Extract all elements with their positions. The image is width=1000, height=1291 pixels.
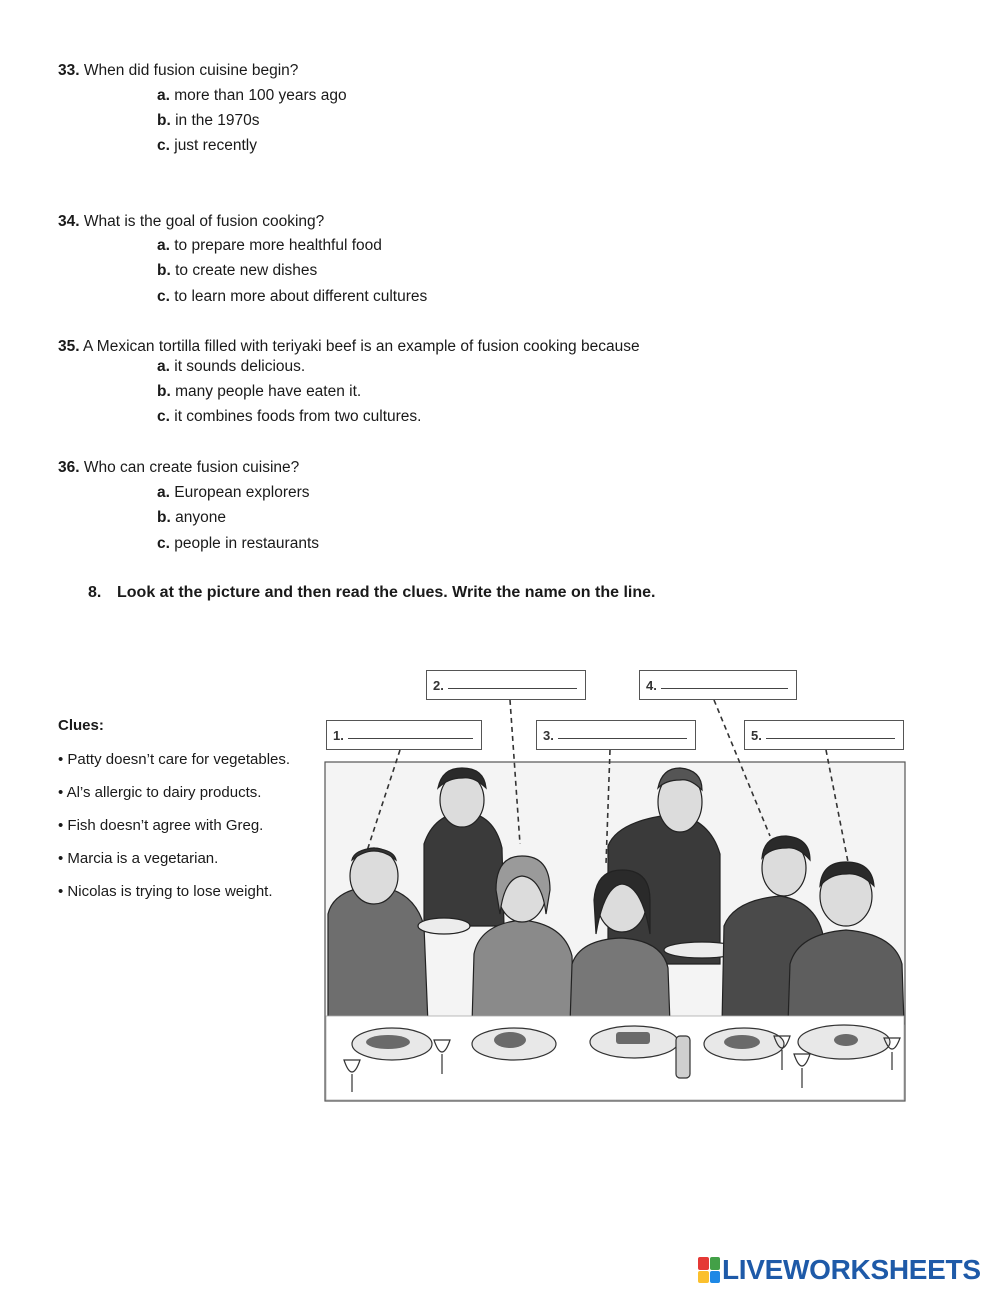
option-33a[interactable]: a. more than 100 years ago bbox=[157, 87, 347, 104]
question-text: What is the goal of fusion cooking? bbox=[79, 213, 325, 230]
question-number: 35. bbox=[58, 338, 80, 355]
question-33 bbox=[58, 61, 298, 81]
answer-box-3[interactable] bbox=[536, 720, 696, 750]
question-number: 34. bbox=[58, 213, 80, 230]
clue-item: • Marcia is a vegetarian. bbox=[58, 850, 219, 867]
answer-number: 2. bbox=[433, 678, 444, 693]
option-33b[interactable]: b. in the 1970s bbox=[157, 112, 260, 129]
option-36c[interactable]: c. people in restaurants bbox=[157, 535, 320, 552]
answer-number: 1. bbox=[333, 728, 344, 743]
question-text: Who can create fusion cuisine? bbox=[79, 459, 300, 476]
logo-text: LIVEWORKSHEETS bbox=[722, 1254, 981, 1285]
answer-input-2[interactable] bbox=[449, 675, 577, 693]
option-36b[interactable]: b. anyone bbox=[157, 509, 226, 526]
answer-box-2[interactable] bbox=[426, 670, 586, 700]
question-text: A Mexican tortilla filled with teriyaki beef is an example of fusion cooking because bbox=[79, 338, 640, 355]
option-35a[interactable]: a. it sounds delicious. bbox=[157, 358, 306, 375]
clue-item: • Nicolas is trying to lose weight. bbox=[58, 883, 273, 900]
answer-box-1[interactable] bbox=[326, 720, 482, 750]
option-35c[interactable]: c. it combines foods from two cultures. bbox=[157, 408, 422, 425]
wine-bottle bbox=[676, 1036, 690, 1078]
option-33c[interactable]: c. just recently bbox=[157, 137, 257, 154]
option-34c[interactable]: c. to learn more about different cultures bbox=[157, 288, 428, 305]
logo-icon bbox=[698, 1257, 720, 1283]
liveworksheets-logo bbox=[698, 1255, 981, 1285]
answer-number: 5. bbox=[751, 728, 762, 743]
question-number: 33. bbox=[58, 62, 80, 79]
answer-input-5[interactable] bbox=[767, 725, 895, 743]
question-35 bbox=[58, 337, 640, 357]
question-34 bbox=[58, 212, 324, 232]
answer-box-4[interactable] bbox=[639, 670, 797, 700]
answer-input-3[interactable] bbox=[559, 725, 687, 743]
answer-input-4[interactable] bbox=[662, 675, 788, 693]
clue-item: • Patty doesn’t care for vegetables. bbox=[58, 751, 291, 768]
option-35b[interactable]: b. many people have eaten it. bbox=[157, 383, 362, 400]
section-instruction: Look at the picture and then read the clues. Write the name on the line. bbox=[117, 584, 656, 601]
dinner-table-illustration bbox=[324, 664, 906, 1104]
question-number: 36. bbox=[58, 459, 80, 476]
answer-number: 3. bbox=[543, 728, 554, 743]
section-heading bbox=[88, 583, 655, 603]
option-34a[interactable]: a. to prepare more healthful food bbox=[157, 237, 382, 254]
clues-heading: Clues: bbox=[58, 717, 104, 734]
answer-box-5[interactable] bbox=[744, 720, 904, 750]
answer-input-1[interactable] bbox=[349, 725, 473, 743]
question-36 bbox=[58, 458, 299, 478]
clue-item: • Fish doesn’t agree with Greg. bbox=[58, 817, 264, 834]
option-36a[interactable]: a. European explorers bbox=[157, 484, 310, 501]
answer-number: 4. bbox=[646, 678, 657, 693]
question-text: When did fusion cuisine begin? bbox=[79, 62, 299, 79]
clue-item: • Al’s allergic to dairy products. bbox=[58, 784, 262, 801]
option-34b[interactable]: b. to create new dishes bbox=[157, 262, 318, 279]
section-number: 8. bbox=[88, 584, 102, 601]
